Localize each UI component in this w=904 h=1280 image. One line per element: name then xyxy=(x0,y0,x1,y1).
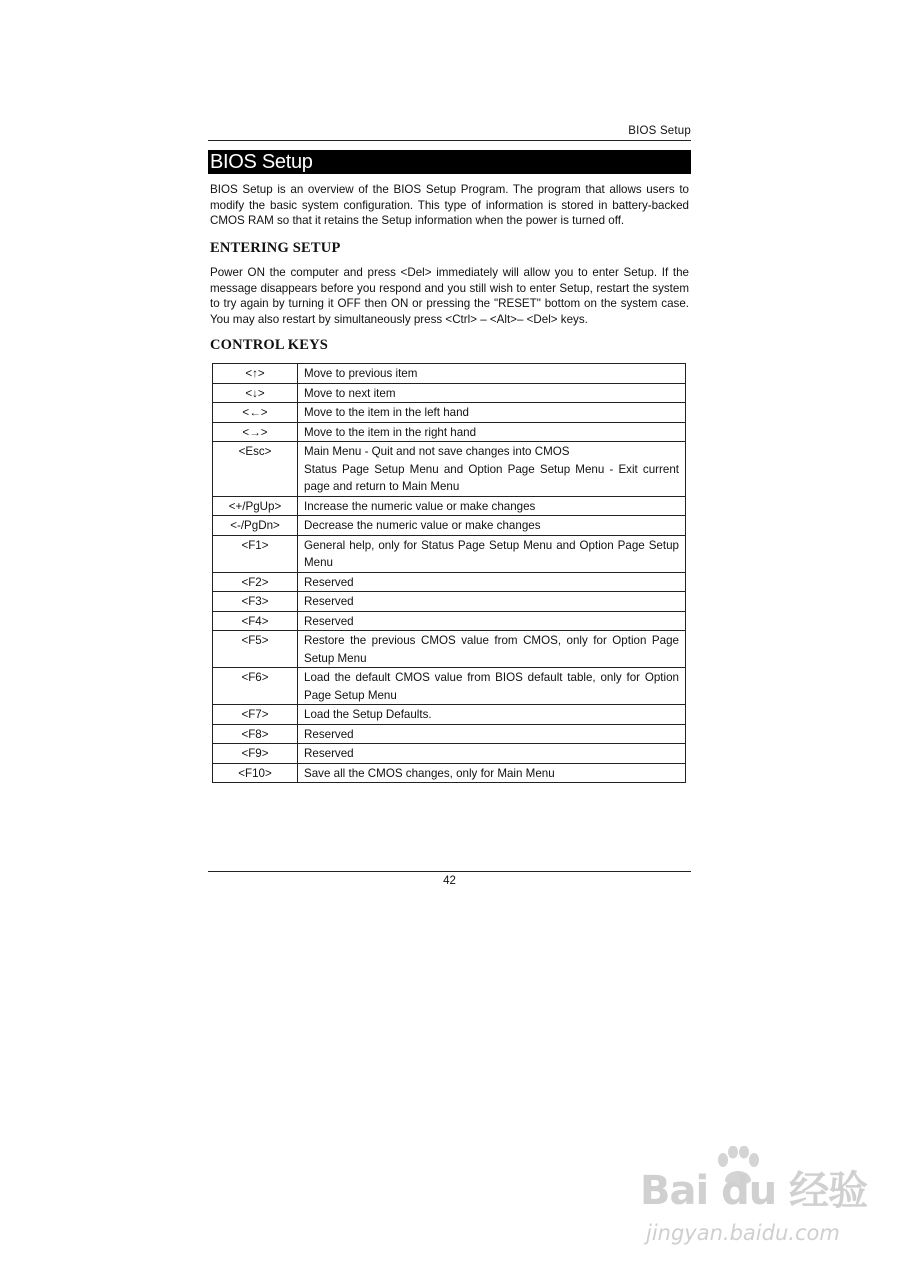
control-key-description-line: Restore the previous CMOS value from CMOS, only for Option Page Setup Menu xyxy=(304,634,679,665)
control-key-name: <F1> xyxy=(213,535,298,572)
control-key-name: <F8> xyxy=(213,724,298,744)
control-key-row xyxy=(213,535,686,572)
control-key-description xyxy=(298,403,686,423)
control-key-description-line: Reserved xyxy=(304,595,354,608)
control-key-description-line: Status Page Setup Menu and Option Page Setup Menu - Exit current page and return to Main Menu xyxy=(304,462,679,493)
control-key-name: <-/PgDn> xyxy=(213,516,298,536)
page-number: 42 xyxy=(443,875,456,887)
control-key-name: <F10> xyxy=(213,763,298,783)
control-key-name: <←> xyxy=(213,403,298,423)
control-key-description-line: Move to the item in the left hand xyxy=(304,406,469,419)
control-key-description xyxy=(298,724,686,744)
control-key-name: <↑> xyxy=(213,364,298,384)
intro-paragraph: BIOS Setup is an overview of the BIOS Setup Program. The program that allows users to modify the basic system configuration. This type of information is stored in battery-backed CMOS RAM so that it retains the Setup information when the power is turned off. xyxy=(210,183,689,228)
control-key-description-line: Save all the CMOS changes, only for Main Menu xyxy=(304,766,555,780)
control-key-description-line: Decrease the numeric value or make changes xyxy=(304,519,541,532)
control-key-name: <F3> xyxy=(213,592,298,612)
control-key-row xyxy=(213,631,686,668)
control-keys-table-body xyxy=(213,364,686,783)
control-keys-table xyxy=(212,363,686,783)
control-key-name: <F5> xyxy=(213,631,298,668)
control-key-description-line: General help, only for Status Page Setup Menu and Option Page Setup Menu xyxy=(304,538,679,569)
watermark-brand: Bai du 经验 xyxy=(640,1168,868,1214)
control-key-row xyxy=(213,668,686,705)
control-key-row xyxy=(213,724,686,744)
control-key-name: <→> xyxy=(213,422,298,442)
control-key-row xyxy=(213,592,686,612)
footer-rule xyxy=(208,871,691,872)
control-key-row xyxy=(213,744,686,764)
control-key-description-line: Main Menu - Quit and not save changes into CMOS xyxy=(304,445,570,458)
control-key-description-line: Move to the item in the right hand xyxy=(304,425,477,439)
control-key-description xyxy=(298,611,686,631)
control-key-description xyxy=(298,364,686,384)
control-key-name: <F6> xyxy=(213,668,298,705)
control-key-name: <+/PgUp> xyxy=(213,496,298,516)
control-key-description-line: Move to previous item xyxy=(304,367,418,380)
control-key-row xyxy=(213,763,686,783)
control-key-row xyxy=(213,442,686,497)
control-key-row xyxy=(213,422,686,442)
control-keys-heading: CONTROL KEYS xyxy=(210,337,329,353)
control-key-row xyxy=(213,403,686,423)
control-key-description xyxy=(298,631,686,668)
control-key-description-line: Load the default CMOS value from BIOS default table, only for Option Page Setup Menu xyxy=(304,671,679,702)
control-key-description xyxy=(298,422,686,442)
control-key-row xyxy=(213,496,686,516)
control-key-description xyxy=(298,744,686,764)
control-key-description-line: Increase the numeric value or make changes xyxy=(304,499,536,513)
control-key-row xyxy=(213,364,686,384)
control-key-name: <F7> xyxy=(213,705,298,725)
control-key-row xyxy=(213,611,686,631)
control-key-name: <F9> xyxy=(213,744,298,764)
section-title: BIOS Setup xyxy=(208,150,691,174)
control-key-description xyxy=(298,592,686,612)
watermark xyxy=(640,1140,870,1255)
running-header: BIOS Setup xyxy=(208,124,691,141)
entering-setup-paragraph: Power ON the computer and press <Del> immediately will allow you to enter Setup. If the message disappears before you respond and you still wish to enter Setup, restart the system to try again by turning it OFF then ON or pressing the "RESET" bottom on the system case. You may also restart by simultaneously press <Ctrl> – <Alt>– <Del> keys. xyxy=(210,266,689,327)
control-key-row xyxy=(213,572,686,592)
control-key-description-line: Reserved xyxy=(304,614,354,628)
control-key-description-line: Move to next item xyxy=(304,386,396,400)
control-key-row xyxy=(213,705,686,725)
control-key-description xyxy=(298,535,686,572)
control-key-description xyxy=(298,496,686,516)
control-key-name: <F4> xyxy=(213,611,298,631)
control-key-description xyxy=(298,442,686,497)
watermark-url: jingyan.baidu.com xyxy=(646,1221,840,1245)
control-key-description-line: Reserved xyxy=(304,727,354,741)
control-key-description-line: Reserved xyxy=(304,747,354,760)
control-key-description xyxy=(298,572,686,592)
control-key-description xyxy=(298,516,686,536)
control-key-description xyxy=(298,763,686,783)
control-key-description xyxy=(298,668,686,705)
entering-setup-heading: ENTERING SETUP xyxy=(210,240,341,256)
control-key-name: <F2> xyxy=(213,572,298,592)
control-key-name: <Esc> xyxy=(213,442,298,497)
control-key-description xyxy=(298,383,686,403)
control-key-description xyxy=(298,705,686,725)
control-key-description-line: Reserved xyxy=(304,575,354,589)
control-key-name: <↓> xyxy=(213,383,298,403)
control-key-row xyxy=(213,516,686,536)
control-key-row xyxy=(213,383,686,403)
control-key-description-line: Load the Setup Defaults. xyxy=(304,708,432,721)
